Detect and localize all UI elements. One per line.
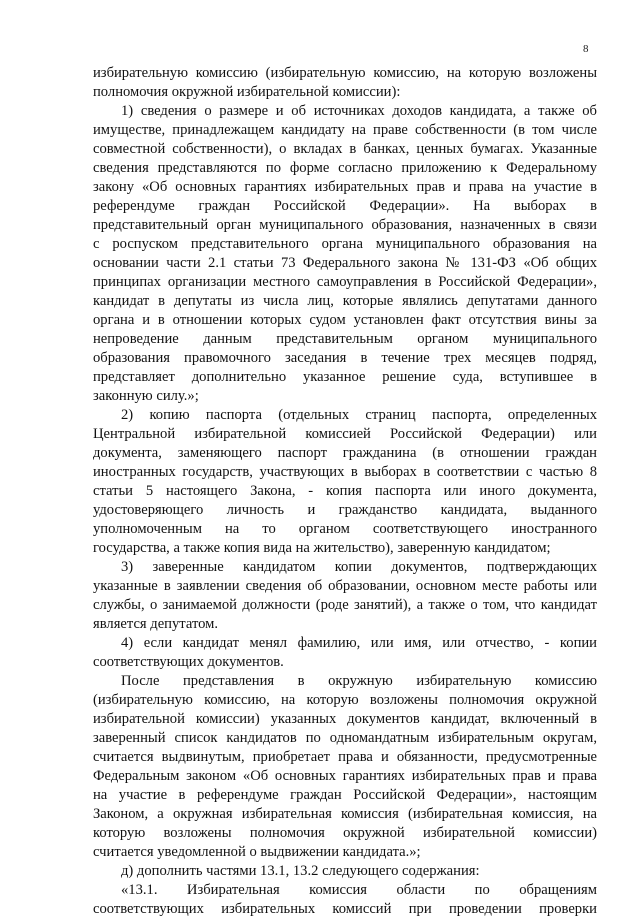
text-line: образования правомочного заседания в течение трех месяцев подряд, [93, 350, 597, 366]
text-line: является депутатом. [93, 616, 219, 632]
text-line: непроведение данным представительным органом муниципального [93, 331, 597, 347]
text-line: полномочия окружной избирательной комиссии): [93, 84, 401, 100]
text-line: 1) сведения о размере и об источниках доходов кандидата, а также об [121, 103, 597, 119]
text-line: уполномоченным на то органом соответствующего иностранного [93, 521, 597, 537]
text-line: иностранных государств, участвующих в выборах в соответствии с частью 8 [93, 464, 597, 480]
text-line: удостоверяющего личность и гражданство кандидата, выданного [93, 502, 597, 518]
text-line: статьи 5 настоящего Закона, - копия паспорта или иного документа, [93, 483, 597, 499]
text-line: После представления в окружную избирательную комиссию [121, 673, 597, 689]
text-line: принципах организации местного самоуправления в Российской Федерации», [93, 274, 597, 290]
text-line: представительный орган муниципального образования, назначенных в связи [93, 217, 597, 233]
text-line: считается уведомленной о выдвижении кандидата.»; [93, 844, 421, 860]
text-line: документа, заменяющего паспорт гражданина (в отношении граждан [93, 445, 597, 461]
text-line: кандидат в депутаты из числа лиц, которые являлись депутатами данного [93, 293, 597, 309]
text-line: избирательной комиссии) указанных документов кандидат, включенный в [93, 711, 597, 727]
text-line: соответствующих избирательных комиссий при проведении проверки [93, 901, 597, 917]
text-line: Центральной избирательной комиссией Российской Федерации) или [93, 426, 597, 442]
text-line: органа и в отношении которых судом установлен факт отсутствия вины за [93, 312, 597, 328]
text-line: которую возложены полномочия окружной избирательной комиссии) [93, 825, 597, 841]
page-number: 8 [583, 43, 589, 55]
text-line: соответствующих документов. [93, 654, 284, 670]
text-line: д) дополнить частями 13.1, 13.2 следующего содержания: [121, 863, 480, 879]
text-line: 3) заверенные кандидатом копии документов, подтверждающих [121, 559, 597, 575]
text-line: заверенный список кандидатов по одномандатным избирательным округам, [93, 730, 597, 746]
text-line: указанные в заявлении сведения об образовании, основном месте работы или [93, 578, 597, 594]
text-line: совместной собственности), о вкладах в банках, ценных бумагах. Указанные [93, 141, 597, 157]
text-line: Федеральным законом «Об основных гарантиях избирательных прав и права [93, 768, 597, 784]
text-line: на участие в референдуме граждан Российской Федерации», настоящим [93, 787, 597, 803]
text-line: «13.1. Избирательная комиссия области по обращениям [121, 882, 597, 898]
document-body [93, 64, 597, 919]
text-line: представляет дополнительно указанное решение суда, вступившее в [93, 369, 597, 385]
text-line: 2) копию паспорта (отдельных страниц паспорта, определенных [121, 407, 597, 423]
text-line: 4) если кандидат менял фамилию, или имя, или отчество, - копии [121, 635, 597, 651]
text-line: (избирательную комиссию, на которую возложены полномочия окружной [93, 692, 597, 708]
text-line: службы, о занимаемой должности (роде занятий), а также о том, что кандидат [93, 597, 597, 613]
text-line: Законом, а окружная избирательная комиссия (избирательная комиссия, на [93, 806, 597, 822]
text-line: имуществе, принадлежащем кандидату на праве собственности (в том числе [93, 122, 597, 138]
text-line: закону «Об основных гарантиях избирательных прав и права на участие в [93, 179, 597, 195]
text-line: законную силу.»; [93, 388, 199, 404]
text-line: считается выдвинутым, приобретает права и обязанности, предусмотренные [93, 749, 597, 765]
text-line: с роспуском представительного органа муниципального образования на [93, 236, 597, 252]
text-line: основании части 2.1 статьи 73 Федерального закона № 131-ФЗ «Об общих [93, 255, 597, 271]
text-line: референдуме граждан Российской Федерации». На выборах в [93, 198, 597, 214]
text-line: избирательную комиссию (избирательную комиссию, на которую возложены [93, 65, 597, 81]
text-line: сведения представляются по форме согласно приложению к Федеральному [93, 160, 597, 176]
text-line: государства, а также копия вида на жительство), заверенную кандидатом; [93, 540, 551, 556]
